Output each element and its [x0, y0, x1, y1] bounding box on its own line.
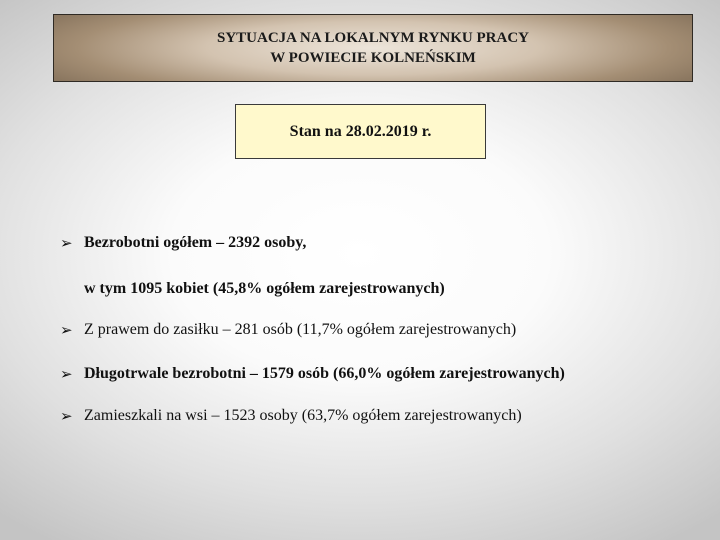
date-box — [235, 104, 486, 159]
list-item-benefit — [60, 321, 516, 339]
list-item-unemployed-total — [60, 234, 306, 252]
date-label: Stan na 28.02.2019 r. — [289, 122, 432, 140]
list-item-rural — [60, 407, 522, 425]
list-item-text: Bezrobotni ogółem – 2392 osoby, — [84, 234, 307, 251]
title-line-1: SYTUACJA NA LOKALNYM RYNKU PRACY — [217, 30, 529, 46]
arrow-bullet-icon: ➢ — [60, 365, 73, 383]
list-item-text: Długotrwale bezrobotni – 1579 osób (66,0% ogółem zarejestrowanych) — [84, 365, 565, 382]
list-item-text: Zamieszkali na wsi – 1523 osoby (63,7% ogółem zarejestrowanych) — [84, 407, 522, 424]
title-box — [53, 14, 693, 82]
arrow-bullet-icon: ➢ — [60, 407, 73, 425]
list-item-text: Z prawem do zasiłku – 281 osób (11,7% ogółem zarejestrowanych) — [84, 321, 517, 338]
list-item-women — [84, 280, 445, 298]
arrow-bullet-icon: ➢ — [60, 321, 73, 339]
list-item-long-term — [60, 365, 565, 383]
arrow-bullet-icon: ➢ — [60, 234, 73, 252]
list-item-text: w tym 1095 kobiet (45,8% ogółem zarejestrowanych) — [84, 280, 445, 297]
title-line-2: W POWIECIE KOLNEŃSKIM — [270, 50, 476, 66]
